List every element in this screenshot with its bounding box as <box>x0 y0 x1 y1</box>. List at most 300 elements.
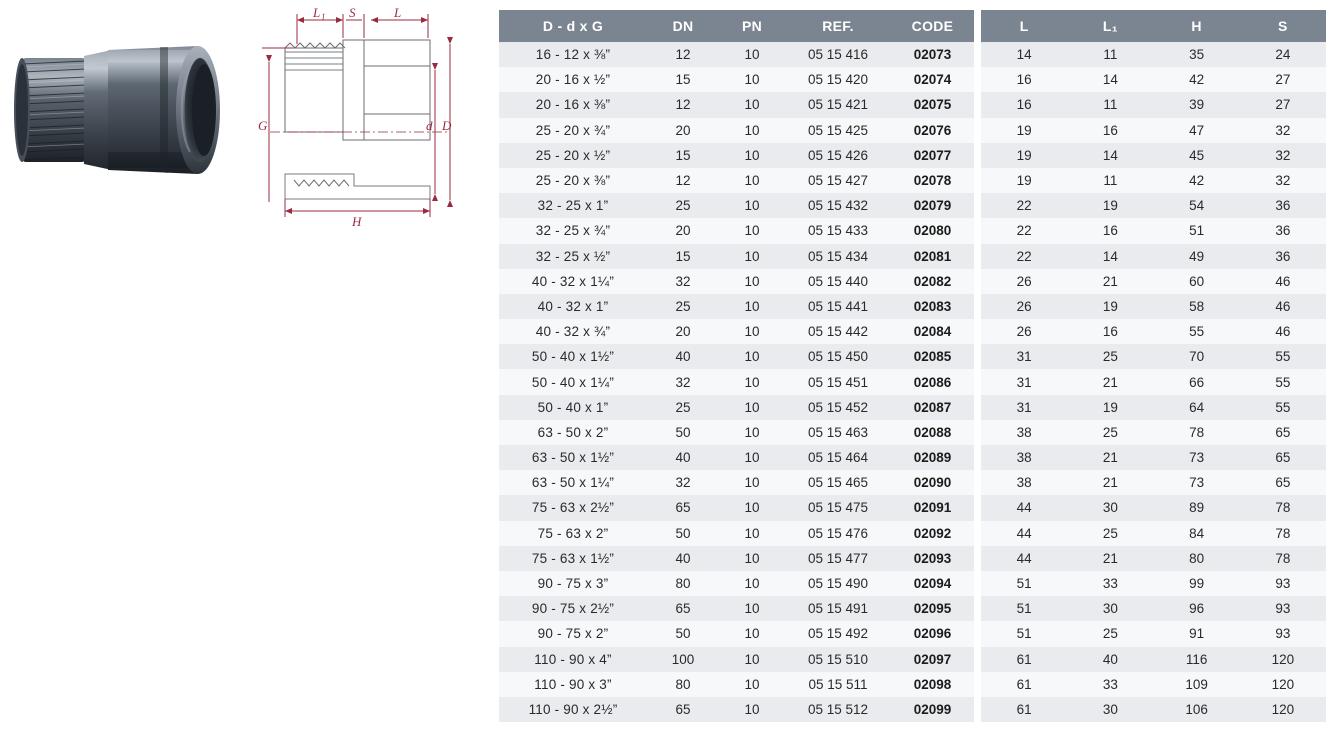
table-cell: 58 <box>1154 294 1240 319</box>
table-row <box>499 269 974 294</box>
svg-text:G: G <box>258 118 268 133</box>
table-row <box>499 647 974 672</box>
column-header-pn: PN <box>719 10 785 42</box>
table-cell: 32 - 25 x ½” <box>499 244 647 269</box>
table-cell: 10 <box>719 67 785 92</box>
table-cell: 55 <box>1240 395 1326 420</box>
table-cell: 26 <box>981 319 1067 344</box>
table-cell: 65 <box>647 596 719 621</box>
table-cell: 02080 <box>891 218 974 243</box>
table-cell: 26 <box>981 294 1067 319</box>
table-row <box>981 470 1326 495</box>
table-row <box>499 344 974 369</box>
table-cell: 02092 <box>891 521 974 546</box>
table-cell: 19 <box>981 118 1067 143</box>
table-cell: 10 <box>719 420 785 445</box>
table-cell: 36 <box>1240 244 1326 269</box>
table-cell: 66 <box>1154 369 1240 394</box>
table-cell: 10 <box>719 571 785 596</box>
table-cell: 25 <box>1067 621 1153 646</box>
table-row <box>981 571 1326 596</box>
svg-text:1: 1 <box>321 12 326 22</box>
table-cell: 05 15 421 <box>785 92 891 117</box>
table-cell: 05 15 512 <box>785 697 891 722</box>
table-cell: 10 <box>719 92 785 117</box>
table-cell: 36 <box>1240 218 1326 243</box>
table-cell: 93 <box>1240 621 1326 646</box>
table-row <box>499 621 974 646</box>
table-row <box>981 647 1326 672</box>
table-cell: 05 15 452 <box>785 395 891 420</box>
table-cell: 02085 <box>891 344 974 369</box>
table-row <box>499 244 974 269</box>
table-cell: 14 <box>981 42 1067 67</box>
table-cell: 10 <box>719 319 785 344</box>
table-cell: 10 <box>719 621 785 646</box>
table-cell: 10 <box>719 521 785 546</box>
table-cell: 90 - 75 x 3” <box>499 571 647 596</box>
table-cell: 05 15 490 <box>785 571 891 596</box>
table-cell: 47 <box>1154 118 1240 143</box>
table-cell: 65 <box>647 697 719 722</box>
table-cell: 31 <box>981 344 1067 369</box>
table-cell: 05 15 433 <box>785 218 891 243</box>
table-cell: 93 <box>1240 596 1326 621</box>
table-cell: 19 <box>981 143 1067 168</box>
table-cell: 50 - 40 x 1” <box>499 395 647 420</box>
table-cell: 75 - 63 x 2” <box>499 521 647 546</box>
table-cell: 31 <box>981 369 1067 394</box>
table-row <box>499 42 974 67</box>
table-cell: 110 - 90 x 4” <box>499 647 647 672</box>
table-cell: 10 <box>719 697 785 722</box>
table-cell: 90 - 75 x 2” <box>499 621 647 646</box>
table-cell: 78 <box>1154 420 1240 445</box>
table-row <box>981 596 1326 621</box>
table-cell: 02088 <box>891 420 974 445</box>
table-cell: 51 <box>981 596 1067 621</box>
table-row <box>499 672 974 697</box>
table-cell: 30 <box>1067 495 1153 520</box>
table-row <box>981 445 1326 470</box>
table-cell: 99 <box>1154 571 1240 596</box>
table-row <box>981 521 1326 546</box>
table-row <box>981 67 1326 92</box>
table-cell: 109 <box>1154 672 1240 697</box>
table-cell: 25 - 20 x ⅜” <box>499 168 647 193</box>
table-row <box>499 218 974 243</box>
table-cell: 10 <box>719 369 785 394</box>
table-cell: 70 <box>1154 344 1240 369</box>
column-header-l1: L₁ <box>1067 10 1153 42</box>
table-row <box>499 92 974 117</box>
table-cell: 05 15 441 <box>785 294 891 319</box>
table-row <box>981 546 1326 571</box>
table-cell: 25 <box>647 193 719 218</box>
table-cell: 46 <box>1240 269 1326 294</box>
table-cell: 05 15 475 <box>785 495 891 520</box>
table-row <box>499 596 974 621</box>
table-cell: 19 <box>1067 193 1153 218</box>
table-cell: 10 <box>719 294 785 319</box>
table-cell: 65 <box>1240 470 1326 495</box>
table-cell: 02075 <box>891 92 974 117</box>
table-cell: 40 <box>647 445 719 470</box>
table-row <box>981 244 1326 269</box>
table-cell: 38 <box>981 445 1067 470</box>
table-row <box>981 218 1326 243</box>
table-cell: 50 <box>647 420 719 445</box>
table-row <box>499 521 974 546</box>
table-row <box>499 369 974 394</box>
table-row <box>499 395 974 420</box>
table-cell: 50 - 40 x 1½” <box>499 344 647 369</box>
table-header-row <box>981 10 1326 42</box>
table-cell: 33 <box>1067 672 1153 697</box>
table-row <box>981 168 1326 193</box>
table-row <box>981 369 1326 394</box>
table-cell: 44 <box>981 495 1067 520</box>
table-cell: 10 <box>719 193 785 218</box>
table-cell: 63 - 50 x 2” <box>499 420 647 445</box>
table-cell: 42 <box>1154 168 1240 193</box>
table-cell: 84 <box>1154 521 1240 546</box>
table-cell: 05 15 510 <box>785 647 891 672</box>
table-cell: 05 15 440 <box>785 269 891 294</box>
table-cell: 02081 <box>891 244 974 269</box>
table-cell: 02090 <box>891 470 974 495</box>
table-cell: 44 <box>981 546 1067 571</box>
table-cell: 93 <box>1240 571 1326 596</box>
table-cell: 16 - 12 x ⅜” <box>499 42 647 67</box>
table-cell: 32 - 25 x 1” <box>499 193 647 218</box>
table-cell: 30 <box>1067 596 1153 621</box>
table-cell: 15 <box>647 244 719 269</box>
table-cell: 21 <box>1067 269 1153 294</box>
table-cell: 50 <box>647 621 719 646</box>
table-cell: 05 15 511 <box>785 672 891 697</box>
table-cell: 10 <box>719 118 785 143</box>
table-row <box>981 395 1326 420</box>
table-row <box>981 672 1326 697</box>
table-cell: 25 <box>1067 521 1153 546</box>
table-cell: 05 15 463 <box>785 420 891 445</box>
table-cell: 78 <box>1240 546 1326 571</box>
table-cell: 19 <box>981 168 1067 193</box>
svg-text:H: H <box>352 214 362 229</box>
table-row <box>981 42 1326 67</box>
table-cell: 14 <box>1067 244 1153 269</box>
table-cell: 12 <box>647 42 719 67</box>
table-cell: 51 <box>981 621 1067 646</box>
table-cell: 61 <box>981 697 1067 722</box>
table-cell: 25 <box>1067 344 1153 369</box>
table-cell: 10 <box>719 445 785 470</box>
table-row <box>499 193 974 218</box>
svg-text:D: D <box>442 118 452 133</box>
table-cell: 10 <box>719 344 785 369</box>
table-cell: 25 - 20 x ½” <box>499 143 647 168</box>
table-cell: 27 <box>1240 92 1326 117</box>
table-cell: 78 <box>1240 495 1326 520</box>
table-cell: 73 <box>1154 470 1240 495</box>
table-cell: 11 <box>1067 92 1153 117</box>
table-cell: 10 <box>719 42 785 67</box>
table-cell: 15 <box>647 143 719 168</box>
table-cell: 32 <box>647 269 719 294</box>
table-row <box>981 319 1326 344</box>
table-row <box>981 193 1326 218</box>
column-header-code: CODE <box>891 10 974 42</box>
table-cell: 05 15 434 <box>785 244 891 269</box>
table-cell: 55 <box>1240 369 1326 394</box>
table-cell: 35 <box>1154 42 1240 67</box>
table-cell: 10 <box>719 647 785 672</box>
table-row <box>499 697 974 722</box>
table-cell: 32 <box>647 470 719 495</box>
table-row <box>981 92 1326 117</box>
table-cell: 25 <box>647 294 719 319</box>
table-cell: 02077 <box>891 143 974 168</box>
table-cell: 02094 <box>891 571 974 596</box>
svg-text:d: d <box>426 118 433 133</box>
table-cell: 05 15 416 <box>785 42 891 67</box>
table-cell: 02083 <box>891 294 974 319</box>
table-cell: 05 15 492 <box>785 621 891 646</box>
table-cell: 44 <box>981 521 1067 546</box>
table-row <box>499 319 974 344</box>
table-row <box>499 546 974 571</box>
table-cell: 02082 <box>891 269 974 294</box>
table-cell: 32 <box>1240 168 1326 193</box>
table-cell: 36 <box>1240 193 1326 218</box>
svg-text:S: S <box>349 5 356 20</box>
table-cell: 02087 <box>891 395 974 420</box>
table-cell: 63 - 50 x 1¼” <box>499 470 647 495</box>
table-cell: 05 15 476 <box>785 521 891 546</box>
table-cell: 55 <box>1154 319 1240 344</box>
table-cell: 02086 <box>891 369 974 394</box>
table-cell: 05 15 477 <box>785 546 891 571</box>
table-cell: 40 <box>647 546 719 571</box>
table-cell: 55 <box>1240 344 1326 369</box>
table-cell: 42 <box>1154 67 1240 92</box>
table-row <box>981 697 1326 722</box>
table-cell: 91 <box>1154 621 1240 646</box>
table-cell: 106 <box>1154 697 1240 722</box>
table-cell: 20 <box>647 118 719 143</box>
table-cell: 22 <box>981 193 1067 218</box>
table-cell: 25 <box>1067 420 1153 445</box>
table-cell: 02078 <box>891 168 974 193</box>
table-cell: 02079 <box>891 193 974 218</box>
table-cell: 10 <box>719 596 785 621</box>
column-header-s: S <box>1240 10 1326 42</box>
table-cell: 100 <box>647 647 719 672</box>
table-cell: 110 - 90 x 3” <box>499 672 647 697</box>
table-cell: 16 <box>1067 118 1153 143</box>
table-cell: 10 <box>719 546 785 571</box>
table-cell: 05 15 451 <box>785 369 891 394</box>
table-cell: 80 <box>1154 546 1240 571</box>
table-cell: 96 <box>1154 596 1240 621</box>
table-cell: 80 <box>647 571 719 596</box>
table-cell: 05 15 426 <box>785 143 891 168</box>
table-cell: 40 - 32 x ¾” <box>499 319 647 344</box>
table-row <box>981 143 1326 168</box>
dimensions-measures-table <box>981 10 1326 722</box>
table-cell: 33 <box>1067 571 1153 596</box>
table-cell: 10 <box>719 470 785 495</box>
table-cell: 39 <box>1154 92 1240 117</box>
table-cell: 40 - 32 x 1¼” <box>499 269 647 294</box>
table-cell: 14 <box>1067 143 1153 168</box>
table-cell: 40 - 32 x 1” <box>499 294 647 319</box>
table-cell: 116 <box>1154 647 1240 672</box>
table-cell: 61 <box>981 672 1067 697</box>
table-row <box>499 470 974 495</box>
table-cell: 40 <box>647 344 719 369</box>
table-cell: 10 <box>719 395 785 420</box>
table-cell: 32 <box>647 369 719 394</box>
table-cell: 10 <box>719 143 785 168</box>
table-row <box>499 118 974 143</box>
table-cell: 15 <box>647 67 719 92</box>
table-row <box>499 168 974 193</box>
table-cell: 02097 <box>891 647 974 672</box>
table-cell: 25 - 20 x ¾” <box>499 118 647 143</box>
table-row <box>981 269 1326 294</box>
table-cell: 46 <box>1240 319 1326 344</box>
table-row <box>499 445 974 470</box>
table-cell: 02098 <box>891 672 974 697</box>
table-cell: 27 <box>1240 67 1326 92</box>
table-cell: 16 <box>981 67 1067 92</box>
table-cell: 38 <box>981 470 1067 495</box>
column-header-dn: DN <box>647 10 719 42</box>
table-cell: 24 <box>1240 42 1326 67</box>
table-row <box>981 420 1326 445</box>
table-cell: 65 <box>1240 420 1326 445</box>
table-cell: 16 <box>981 92 1067 117</box>
table-cell: 11 <box>1067 168 1153 193</box>
table-cell: 40 <box>1067 647 1153 672</box>
table-cell: 49 <box>1154 244 1240 269</box>
table-cell: 64 <box>1154 395 1240 420</box>
table-cell: 02093 <box>891 546 974 571</box>
table-cell: 65 <box>647 495 719 520</box>
table-cell: 32 <box>1240 143 1326 168</box>
table-cell: 51 <box>1154 218 1240 243</box>
table-cell: 05 15 420 <box>785 67 891 92</box>
table-cell: 12 <box>647 168 719 193</box>
table-cell: 75 - 63 x 1½” <box>499 546 647 571</box>
table-cell: 05 15 425 <box>785 118 891 143</box>
table-cell: 26 <box>981 269 1067 294</box>
table-cell: 05 15 427 <box>785 168 891 193</box>
table-cell: 54 <box>1154 193 1240 218</box>
table-cell: 21 <box>1067 470 1153 495</box>
table-row <box>981 344 1326 369</box>
table-cell: 10 <box>719 672 785 697</box>
table-cell: 20 <box>647 218 719 243</box>
dimensions-reference-table <box>499 10 974 722</box>
table-cell: 20 - 16 x ½” <box>499 67 647 92</box>
table-cell: 22 <box>981 244 1067 269</box>
table-cell: 89 <box>1154 495 1240 520</box>
table-cell: 90 - 75 x 2½” <box>499 596 647 621</box>
table-cell: 10 <box>719 168 785 193</box>
table-cell: 21 <box>1067 445 1153 470</box>
table-cell: 05 15 432 <box>785 193 891 218</box>
table-cell: 02076 <box>891 118 974 143</box>
table-cell: 05 15 442 <box>785 319 891 344</box>
table-row <box>981 495 1326 520</box>
table-cell: 14 <box>1067 67 1153 92</box>
table-cell: 02095 <box>891 596 974 621</box>
table-cell: 80 <box>647 672 719 697</box>
table-cell: 16 <box>1067 319 1153 344</box>
table-cell: 32 - 25 x ¾” <box>499 218 647 243</box>
table-cell: 120 <box>1240 672 1326 697</box>
table-cell: 65 <box>1240 445 1326 470</box>
table-cell: 19 <box>1067 395 1153 420</box>
table-cell: 05 15 491 <box>785 596 891 621</box>
table-row <box>499 420 974 445</box>
table-row <box>499 143 974 168</box>
table-cell: 21 <box>1067 369 1153 394</box>
table-cell: 50 <box>647 521 719 546</box>
table-cell: 10 <box>719 218 785 243</box>
table-cell: 60 <box>1154 269 1240 294</box>
table-cell: 31 <box>981 395 1067 420</box>
table-cell: 110 - 90 x 2½” <box>499 697 647 722</box>
table-cell: 02096 <box>891 621 974 646</box>
table-cell: 51 <box>981 571 1067 596</box>
table-cell: 02091 <box>891 495 974 520</box>
table-row <box>499 495 974 520</box>
table-cell: 19 <box>1067 294 1153 319</box>
table-cell: 05 15 464 <box>785 445 891 470</box>
table-cell: 20 - 16 x ⅜” <box>499 92 647 117</box>
table-row <box>499 571 974 596</box>
table-cell: 75 - 63 x 2½” <box>499 495 647 520</box>
table-cell: 20 <box>647 319 719 344</box>
table-cell: 10 <box>719 244 785 269</box>
technical-drawing <box>236 4 496 229</box>
table-cell: 32 <box>1240 118 1326 143</box>
table-cell: 50 - 40 x 1¼” <box>499 369 647 394</box>
table-cell: 02074 <box>891 67 974 92</box>
column-header-d-d-g: D - d x G <box>499 10 647 42</box>
table-cell: 10 <box>719 495 785 520</box>
table-cell: 120 <box>1240 697 1326 722</box>
product-photo <box>8 20 258 200</box>
svg-text:L: L <box>394 5 402 20</box>
table-cell: 30 <box>1067 697 1153 722</box>
table-cell: 11 <box>1067 42 1153 67</box>
column-header-ref: REF. <box>785 10 891 42</box>
table-cell: 22 <box>981 218 1067 243</box>
table-cell: 02073 <box>891 42 974 67</box>
table-cell: 02099 <box>891 697 974 722</box>
table-row <box>499 67 974 92</box>
column-header-l: L <box>981 10 1067 42</box>
table-cell: 25 <box>647 395 719 420</box>
svg-text:L: L <box>313 5 321 20</box>
table-cell: 38 <box>981 420 1067 445</box>
table-cell: 45 <box>1154 143 1240 168</box>
